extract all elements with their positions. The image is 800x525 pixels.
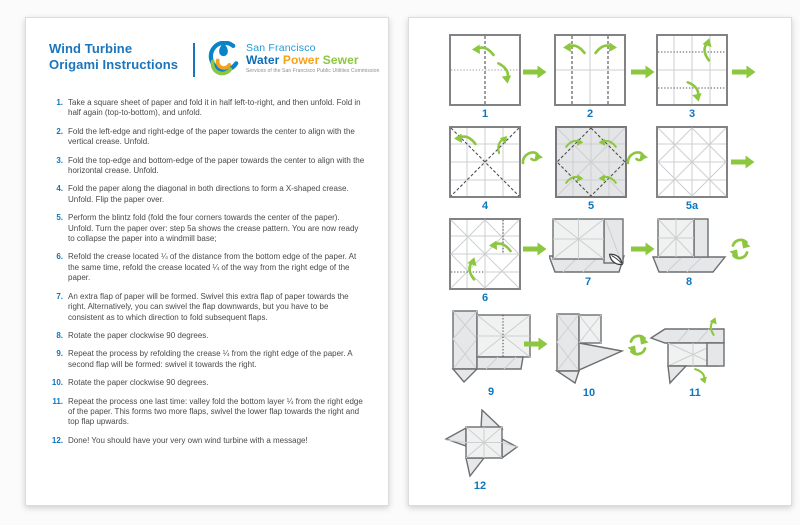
- figure-label: 4: [481, 200, 489, 212]
- step-number: 11.: [52, 396, 63, 406]
- step-text: Fold the paper along the diagonal in both directions to form a X-shaped crease. Unfold. Flip the paper over.: [68, 184, 349, 204]
- figure-1: [449, 34, 521, 121]
- rotate-cw-icon: [627, 333, 649, 357]
- figure-5: [555, 126, 627, 213]
- step-text: Refold the crease located ¼ of the distance from the bottom edge of the paper. At the same time, refold the crease located ¼ of the way from the right edge of the paper.: [68, 252, 357, 283]
- page-title: [49, 41, 178, 73]
- figure-label: 5: [587, 200, 595, 212]
- step-item-7: [47, 292, 365, 323]
- diagrams-page: [408, 17, 792, 506]
- flip-over-icon: [626, 149, 650, 167]
- step-text: Rotate the paper clockwise 90 degrees.: [68, 378, 209, 388]
- step-number: 9.: [56, 349, 63, 359]
- step-text: Repeat the process one last time: valley fold the bottom layer ¼ from the right edge of the paper. This forms two more flaps, swivel the lower flap towards the right and top flap upwards.: [68, 396, 363, 427]
- step-item-1: [47, 98, 365, 119]
- figure-7: [549, 218, 627, 289]
- step-text: Fold the left-edge and right-edge of the paper towards the center to align with the vertical crease. Unfold.: [68, 126, 355, 147]
- step-text: Rotate the paper clockwise 90 degrees.: [68, 330, 209, 340]
- figure-label: 3: [688, 108, 696, 120]
- figure-12: [440, 409, 520, 493]
- figure-11: [647, 315, 743, 400]
- rotate-cw-icon: [729, 237, 751, 261]
- figure-8: [649, 218, 729, 289]
- fold-arrow-icon: [695, 366, 709, 385]
- figure-6: [449, 218, 521, 305]
- step-number: 6.: [56, 252, 63, 262]
- step-item-9: [47, 349, 365, 370]
- water-drop-swirl-logo-icon: [206, 41, 241, 76]
- title-divider: [193, 43, 195, 77]
- figure-label: 7: [584, 276, 592, 288]
- step-item-5: [47, 213, 365, 244]
- step-number: 10.: [51, 378, 63, 388]
- arrow-right-icon: [524, 337, 548, 351]
- figure-10: [554, 313, 624, 400]
- figure-label: 10: [582, 387, 596, 399]
- figure-9: [450, 310, 532, 399]
- arrow-right-icon: [631, 65, 655, 79]
- figure-5a: [656, 126, 728, 213]
- step-number: 3.: [56, 155, 63, 165]
- figure-2: [554, 34, 626, 121]
- step-item-6: [47, 252, 365, 283]
- step-number: 5.: [56, 213, 63, 223]
- step-text: Done! You should have your very own wind turbine with a message!: [68, 435, 308, 445]
- figure-label: 5a: [685, 200, 699, 212]
- step-text: Repeat the process by refolding the crease ¼ from the right edge of the paper. A second flap will be formed: swivel it towards the right.: [68, 349, 353, 369]
- arrow-right-icon: [523, 242, 547, 256]
- instruction-steps-list: [47, 98, 365, 454]
- step-number: 4.: [56, 184, 63, 194]
- flip-over-icon: [521, 149, 545, 167]
- step-text: Fold the top-edge and bottom-edge of the paper towards the center to align with the horizontal crease. Unfold.: [68, 155, 365, 176]
- step-item-11: [47, 397, 365, 428]
- step-number: 7.: [56, 291, 63, 301]
- logo-word-line: [246, 54, 380, 67]
- figure-label: 6: [481, 292, 489, 304]
- figure-4: [449, 126, 521, 213]
- logo-name-line: San Francisco: [246, 42, 316, 54]
- arrow-right-icon: [732, 65, 756, 79]
- step-item-12: [47, 436, 365, 446]
- step-number: 1.: [56, 98, 63, 107]
- step-number: 8.: [56, 330, 63, 340]
- figure-label: 8: [685, 276, 693, 288]
- logo-tagline: Services of the San Francisco Public Utilities Commission: [246, 68, 380, 74]
- logo-text: [246, 41, 380, 76]
- step-text: An extra flap of paper will be formed. Swivel this extra flap of paper towards the right. Alternatively, you can swivel the flap downwards, but you have to be consistent as to which direction to fold subsequent flaps.: [68, 291, 349, 322]
- figure-label: 12: [473, 480, 487, 492]
- step-text: Perform the blintz fold (fold the four corners towards the center of the paper). Unfold. Turn the paper over: step 5a shows the crease pattern. You are now ready to collapse the paper into a windmill base;: [68, 213, 359, 244]
- logo-word-water: Water: [246, 53, 280, 67]
- instructions-page: [25, 17, 389, 506]
- step-item-10: [47, 378, 365, 388]
- page-title-line1: Wind Turbine: [49, 41, 133, 56]
- figure-label: 9: [487, 386, 495, 398]
- sfpuc-logo: [206, 41, 380, 76]
- step-item-3: [47, 156, 365, 177]
- logo-word-power: Power: [282, 53, 320, 67]
- step-number: 12.: [51, 435, 63, 445]
- figure-label: 2: [586, 108, 594, 120]
- arrow-right-icon: [523, 65, 547, 79]
- arrow-right-icon: [731, 155, 755, 169]
- step-number: 2.: [56, 126, 63, 136]
- page-title-line2: Origami Instructions: [49, 57, 179, 72]
- step-item-8: [47, 331, 365, 341]
- figure-label: 1: [481, 108, 489, 120]
- step-text: Take a square sheet of paper and fold it in half left-to-right, and then unfold. Fold in half again (top-to-bottom), and unfold.: [68, 98, 361, 118]
- logo-word-sewer: Sewer: [322, 53, 359, 67]
- step-item-2: [47, 127, 365, 148]
- step-item-4: [47, 184, 365, 205]
- figure-label: 11: [689, 387, 701, 399]
- figure-3: [656, 34, 728, 121]
